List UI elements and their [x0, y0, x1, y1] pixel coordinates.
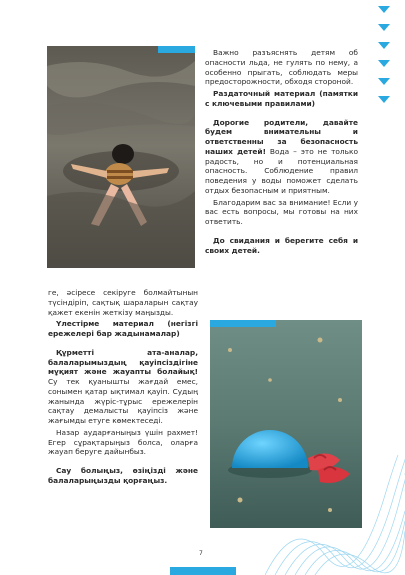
accent-bar	[158, 46, 195, 53]
triangle-icon	[378, 24, 390, 31]
triangle-icon	[378, 42, 390, 49]
paragraph: ге, әсіресе секіруге болмайтынын түсіндіріп, сақтық шараларын сақтау қажет екенін жеткізу маңызды.	[48, 288, 198, 317]
page-number: 7	[199, 550, 203, 557]
paragraph-goodbye: До свидания и берегите себя и своих детей.	[205, 236, 358, 255]
text-column-kazakh	[48, 288, 198, 488]
decorative-triangles	[377, 6, 391, 114]
decorative-waves	[265, 455, 405, 575]
paragraph-appeal	[48, 348, 198, 426]
paragraph: Важно разъяснять детям об опасности льда, не гулять по нему, а особенно прыгать, соблюдать меры предосторожности, обходя стороной.	[205, 48, 358, 87]
paragraph-goodbye: Сау болыңыз, өзіңізді және балаларыңызды қорғаңыз.	[48, 466, 198, 486]
triangle-icon	[378, 6, 390, 13]
text-column-russian	[205, 48, 358, 258]
appeal-bold: Құрметті ата-аналар, балаларымыздың қауіпсіздігіне мұқият және жауапты болайық!	[48, 347, 198, 377]
triangle-icon	[378, 96, 390, 103]
paragraph-handout: Үлестірме материал (негізгі ережелері бар жадынамалар)	[48, 319, 198, 339]
appeal-bold: Дорогие родители, давайте будем внимательны и ответственны за безопасность наших детей!	[205, 117, 358, 156]
triangle-icon	[378, 60, 390, 67]
accent-bar	[210, 320, 276, 327]
paragraph-appeal	[205, 118, 358, 196]
photo-child-swimming	[47, 46, 195, 268]
paragraph-thanks: Назар аударғаныңыз үшін рахмет! Егер сұрақтарыңыз болса, оларға жауап беруге дайынбыз.	[48, 427, 198, 457]
paragraph-thanks: Благодарим вас за внимание! Если у вас есть вопросы, мы готовы на них ответить.	[205, 197, 358, 227]
paragraph-handout: Раздаточный материал (памятки с ключевыми правилами)	[205, 89, 358, 108]
appeal-rest: Вода – это не только радость, но и потенциальная опасность. Соблюдение правил поведения у воды поможет сделать отдых безопасным и приятным.	[205, 146, 358, 195]
accent-bar-bottom	[170, 567, 236, 575]
appeal-rest: Су тек қуанышты жағдай емес, сонымен қатар ықтимал қауіп. Судың жанында жүріс-тұрыс ережелерін сақтау демалысты қауіпсіз және жағымды етуге көмектеседі.	[48, 377, 198, 426]
triangle-icon	[378, 78, 390, 85]
